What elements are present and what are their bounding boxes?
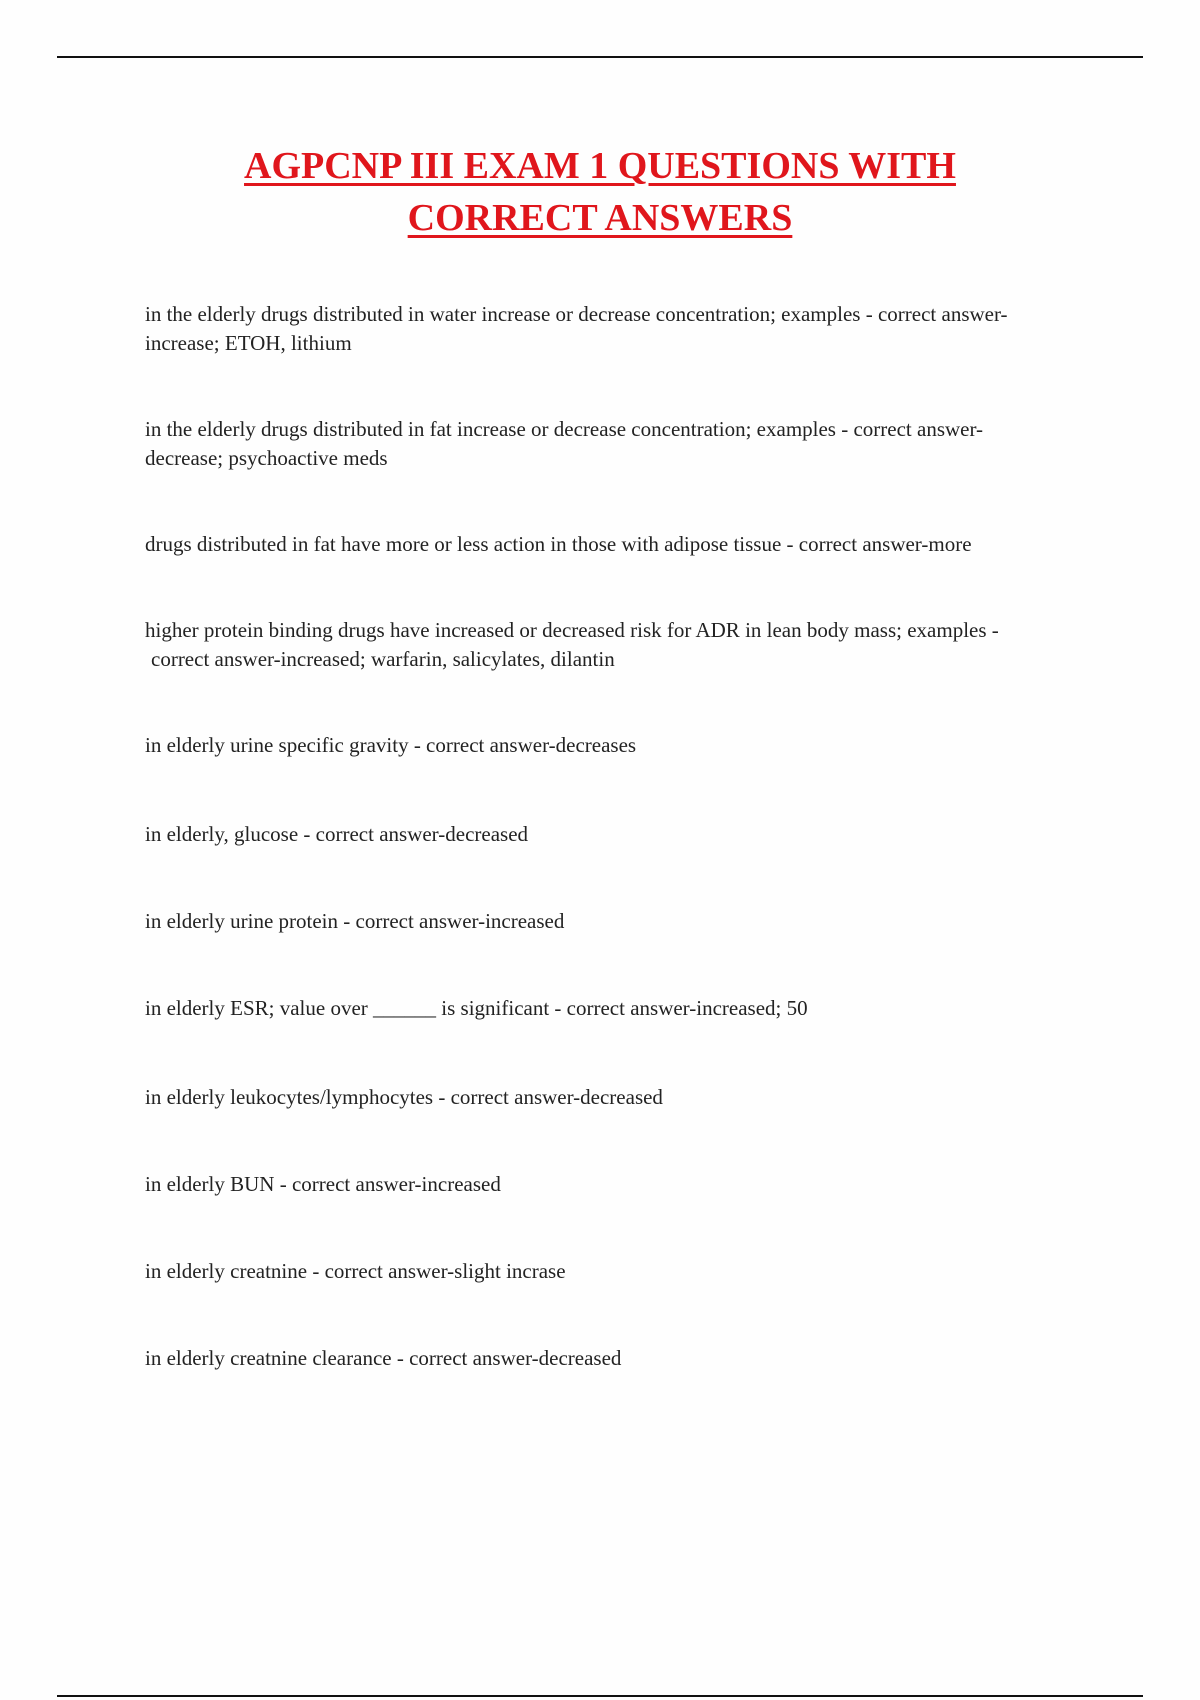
qa-text-line-1: in the elderly drugs distributed in fat increase or decrease concentration; examples - correct answer-: [145, 417, 984, 441]
qa-text-line-1: higher protein binding drugs have increased or decreased risk for ADR in lean body mass; examples -: [145, 618, 999, 642]
qa-text-line-1: in elderly ESR; value over ______ is significant - correct answer-increased; 50: [145, 996, 808, 1020]
qa-item: [145, 994, 1075, 1023]
qa-text-line-2: increase; ETOH, lithium: [145, 331, 352, 355]
qa-text-line-1: in the elderly drugs distributed in water increase or decrease concentration; examples - correct answer-: [145, 302, 1008, 326]
qa-text-line-1: drugs distributed in fat have more or less action in those with adipose tissue - correct answer-more: [145, 532, 972, 556]
qa-item: [145, 530, 1075, 559]
qa-text-line-2: correct answer-increased; warfarin, salicylates, dilantin: [151, 647, 615, 671]
qa-item: [145, 1257, 1075, 1286]
qa-text-line-1: in elderly urine protein - correct answer-increased: [145, 909, 565, 933]
qa-item: [145, 1344, 1075, 1373]
qa-text-line-2: decrease; psychoactive meds: [145, 446, 388, 470]
qa-item: [145, 907, 1075, 936]
qa-item: [145, 616, 1075, 674]
qa-text-line-1: in elderly leukocytes/lymphocytes - correct answer-decreased: [145, 1085, 663, 1109]
qa-item: [145, 300, 1075, 358]
qa-item: [145, 1083, 1075, 1112]
top-rule: [57, 56, 1143, 58]
qa-item: [145, 731, 1075, 760]
qa-item: [145, 820, 1075, 849]
qa-text-line-1: in elderly, glucose - correct answer-decreased: [145, 822, 529, 846]
qa-text-line-1: in elderly urine specific gravity - correct answer-decreases: [145, 733, 637, 757]
qa-item: [145, 1170, 1075, 1199]
title-line-1: AGPCNP III EXAM 1 QUESTIONS WITH: [244, 145, 956, 187]
title-line-2: CORRECT ANSWERS: [407, 197, 793, 239]
qa-text-line-1: in elderly creatnine clearance - correct answer-decreased: [145, 1346, 622, 1370]
qa-item: [145, 415, 1075, 473]
bottom-rule: [57, 1695, 1143, 1697]
document-title: [0, 140, 1200, 244]
qa-text-line-1: in elderly BUN - correct answer-increased: [145, 1172, 501, 1196]
qa-text-line-1: in elderly creatnine - correct answer-slight incrase: [145, 1259, 566, 1283]
